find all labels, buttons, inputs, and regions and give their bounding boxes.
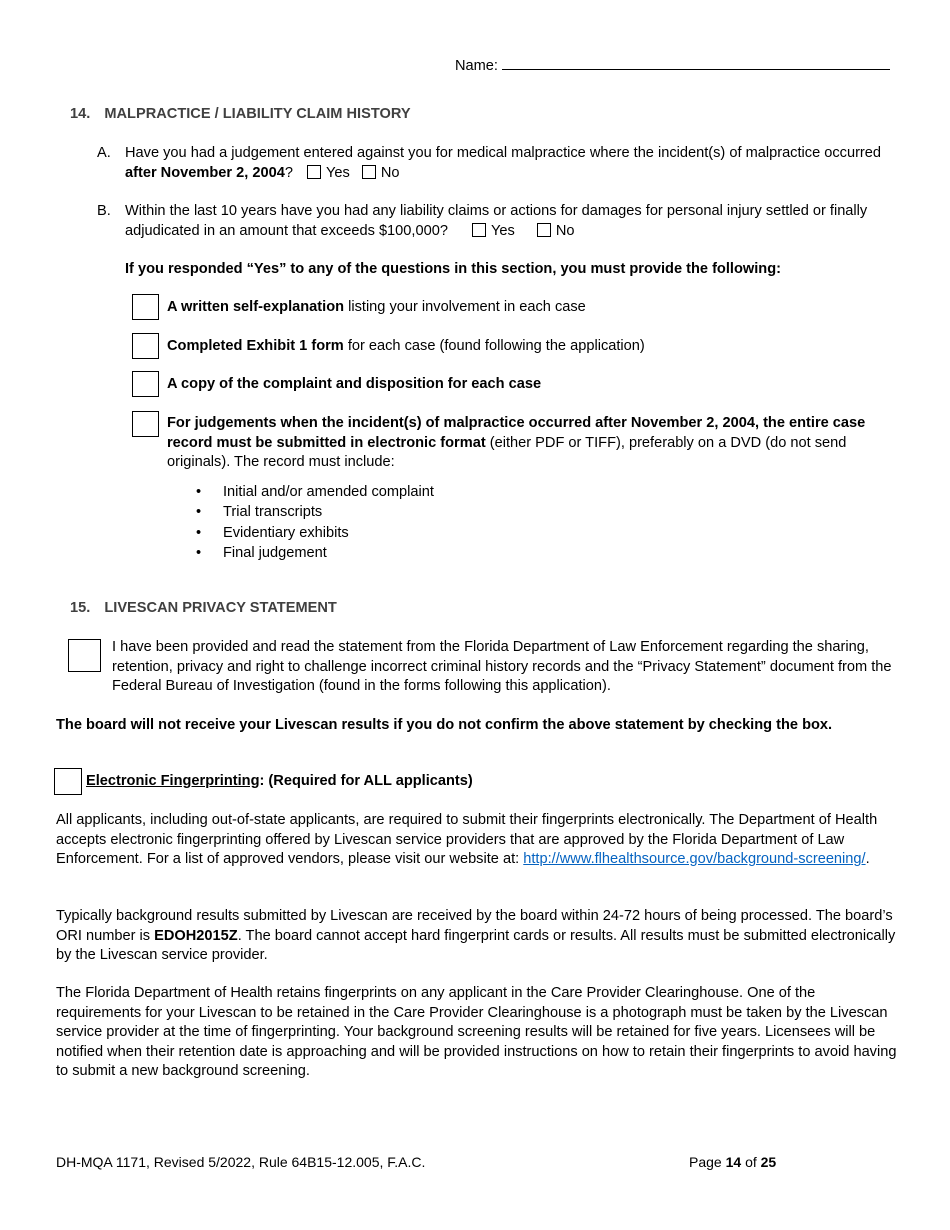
section-14-title: MALPRACTICE / LIABILITY CLAIM HISTORY [104,106,411,122]
list-item-text: Evidentiary exhibits [223,524,349,541]
requirement-2-bold: Completed Exhibit 1 form [167,338,344,354]
fingerprinting-para-2 [56,907,901,966]
ori-number: EDOH2015Z [154,927,238,944]
bullet-icon: • [196,524,202,541]
fingerprinting-subtitle: : (Required for ALL applicants) [259,773,473,789]
question-b-text-main: Within the last 10 years have you had any liability claims or actions for damages for personal injury settled or finally adjudicated in an amount that exceeds $100,000? [125,203,868,239]
record-items-list [196,483,434,564]
fingerprinting-title: Electronic Fingerprinting [86,773,260,789]
requirement-4-text [167,414,897,473]
section-14-number: 14. [70,106,91,122]
question-a-yes-checkbox[interactable] [307,165,321,179]
requirement-1-bold: A written self-explanation [167,299,345,315]
question-a-text-end: ? [284,164,293,181]
livescan-warning: The board will not receive your Livescan results if you do not confirm the above statement by checking the box. [56,717,833,733]
fingerprinting-para-1-text: All applicants, including out-of-state applicants, are required to submit their fingerprints electronically. The Department of Health accepts electronic fingerprinting offered by Livescan service providers that are approved by the Florida Department of Law Enforcement. For a list of approved vendors, please visit our website at: [56,812,878,867]
fingerprinting-para-1 [56,811,901,870]
requirement-2-rest: for each case (found following the application) [343,338,645,354]
section-14-instruction: If you responded “Yes” to any of the questions in this section, you must provide the following: [125,261,781,277]
question-a-yes-label: Yes [326,164,350,181]
requirement-3-checkbox[interactable] [132,371,159,397]
list-item-text: Final judgement [223,544,327,561]
question-a-yes-option[interactable] [307,165,350,181]
question-b-no-option[interactable] [537,223,575,239]
name-label: Name: [455,58,498,74]
question-b-yes-option[interactable] [472,223,515,239]
list-item-text: Initial and/or amended complaint [223,484,434,500]
question-a-letter: A. [97,145,111,161]
requirement-4-rest: (either PDF or TIFF), preferably on a DVD (do not send originals). The record must include: [167,434,847,470]
name-input-line[interactable] [502,55,890,70]
question-a-no-option[interactable] [362,165,400,181]
fingerprinting-checkbox[interactable] [54,768,82,795]
link-suffix: . [865,851,870,867]
question-b-text [125,202,895,241]
para-2-text-start: Typically background results submitted by Livescan are received by the board within 24-72 hours of being processed. The board’s ORI number is [56,908,893,944]
question-b-letter: B. [97,203,111,219]
section-15-title: LIVESCAN PRIVACY STATEMENT [104,600,337,616]
question-b-no-label: No [555,222,575,239]
question-a-no-checkbox[interactable] [362,165,376,179]
bullet-icon: • [196,484,202,500]
fingerprinting-heading [86,772,473,792]
question-a-text [125,144,895,183]
section-15-number: 15. [70,600,91,616]
question-b-no-checkbox[interactable] [537,223,551,237]
question-a-text-main: Have you had a judgement entered against you for medical malpractice where the incident(s) of malpractice occurred [125,145,882,161]
requirement-1-text [167,298,897,318]
requirement-4-checkbox[interactable] [132,411,159,437]
question-b-yes-label: Yes [491,222,515,239]
page-total: 25 [760,1154,777,1170]
footer-form-id: DH-MQA 1171, Revised 5/2022, Rule 64B15-12.005, F.A.C. [56,1154,426,1170]
question-a-text-bold: after November 2, 2004 [125,164,285,181]
question-a-no-label: No [380,164,400,181]
question-b-yes-checkbox[interactable] [472,223,486,237]
section-15-heading [70,599,337,619]
page-label: Page [689,1154,722,1170]
requirement-3-text [167,375,897,395]
section-14-heading [70,105,411,125]
background-screening-link[interactable]: http://www.flhealthsource.gov/background-screening/ [523,851,866,867]
fingerprinting-para-3: The Florida Department of Health retains fingerprints on any applicant in the Care Provider Clearinghouse. One of the requirements for your Livescan to be retained in the Care Provider Clearinghouse is a photograph must be taken by the Livescan service provider at the time of fingerprinting. Your background screening results will be retained for five years. Licensees will be notified when their retention date is approaching and will be provided instructions on how to retain their fingerprints to avoid having to submit a new background screening. [56,985,897,1079]
name-field-row [455,55,895,77]
footer-page-number [689,1153,776,1173]
list-item [196,544,434,564]
page-number: 14 [725,1154,742,1170]
requirement-2-checkbox[interactable] [132,333,159,359]
requirement-3-bold: A copy of the complaint and disposition for each case [167,376,542,392]
list-item [196,483,434,503]
requirement-2-text [167,337,897,357]
requirement-1-checkbox[interactable] [132,294,159,320]
bullet-icon: • [196,504,202,521]
requirement-1-rest: listing your involvement in each case [344,299,586,315]
list-item [196,503,434,523]
privacy-statement-text: I have been provided and read the statement from the Florida Department of Law Enforcement regarding the sharing, retention, privacy and right to challenge incorrect criminal history records and the “Privacy Statement” document from the Federal Bureau of Investigation (found in the forms following this application). [112,639,892,694]
bullet-icon: • [196,544,202,561]
privacy-statement-checkbox[interactable] [68,639,101,672]
list-item-text: Trial transcripts [223,504,323,521]
requirement-4-bold: For judgements when the incident(s) of malpractice occurred after November 2, 2004, the entire case record must be submitted in electronic format [167,415,866,451]
of-label: of [745,1154,757,1170]
para-2-text-end: . The board cannot accept hard fingerprint cards or results. All results must be submitted electronically by the Livescan service provider. [56,927,896,963]
list-item [196,524,434,544]
